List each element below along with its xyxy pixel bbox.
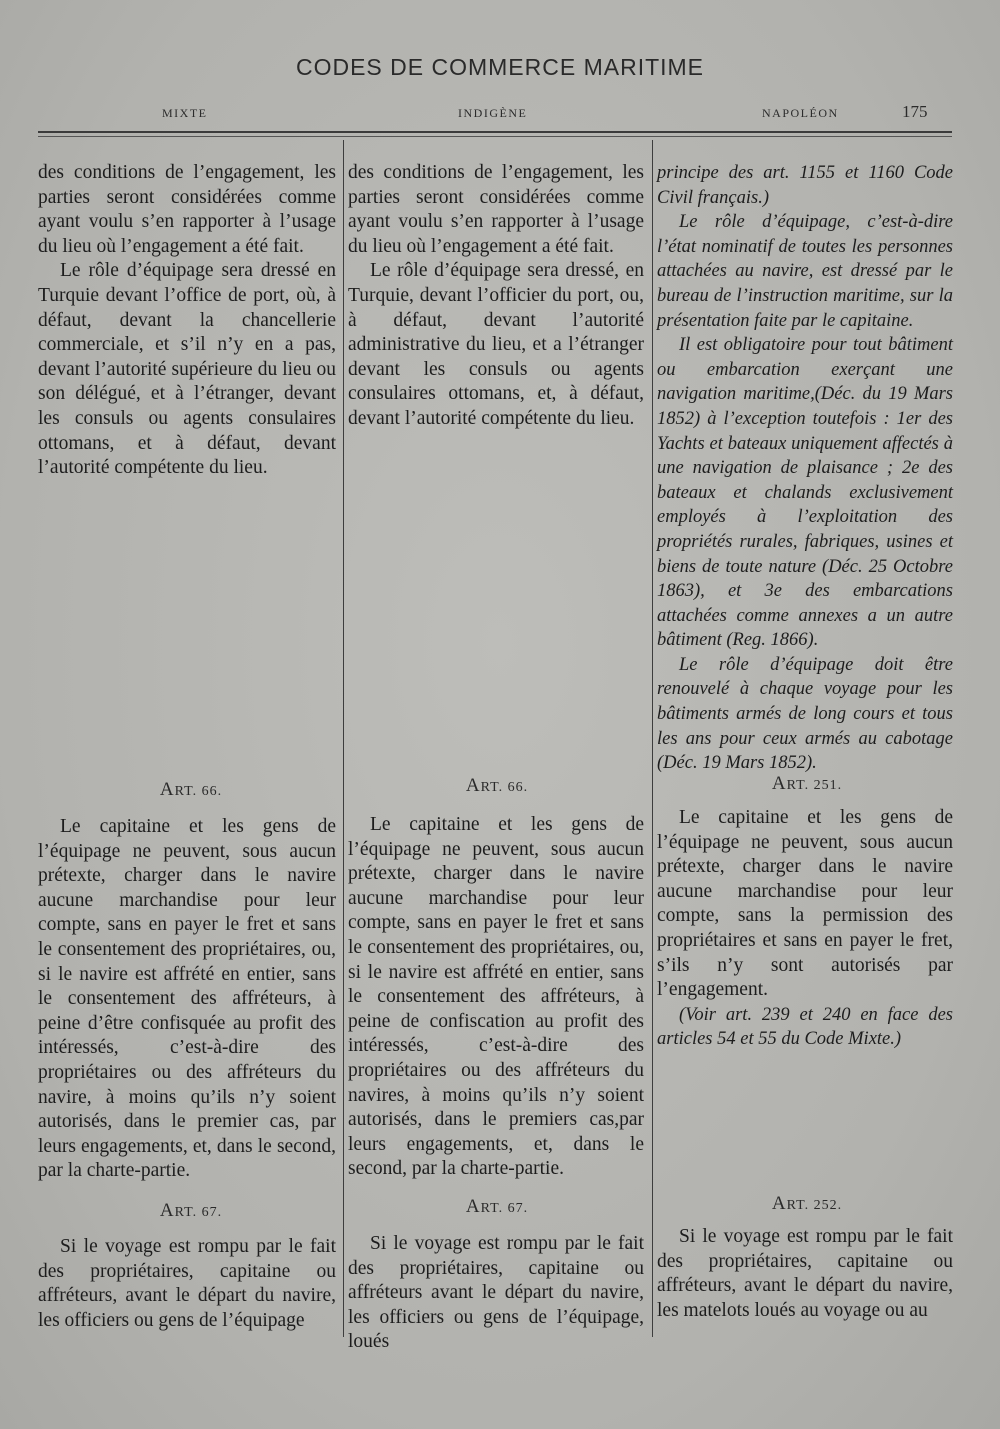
article-heading-initial: A [465, 775, 481, 796]
page-number: 175 [902, 102, 928, 121]
paragraph: Le rôle d’équipage doit être renouvelé à chaque voyage pour les bâtiments armés de long cours et tous les ans pour ceux armés au cabotage (Déc. 19 Mars 1852). [657, 654, 953, 774]
article-67-mixte [38, 1235, 336, 1333]
article-heading-initial: A [771, 1193, 787, 1214]
paragraph: Le rôle d’équipage sera dressé, en Turquie, devant l’officier du port, ou, à défaut, devant l’autorité administrative du lieu, et a l’étranger devant les consuls ou agents consulaires ottomans, et, à défaut, devant l’autorité compétente du lieu. [348, 260, 644, 429]
column-napoleon-intro [657, 161, 953, 776]
paragraph: Le capitaine et les gens de l’équipage ne peuvent, sous aucun prétexte, charger dans le navire aucune marchandise pour leur compte, sans en payer le fret et sans le consentement des propriétaires, ou, si le navire est affrété en entier, sans le consentement des affréteurs, à peine d’être confisquée au profit des intéressés, c’est-à-dire des propriétaires ou des affréteurs du navire, à moins qu’ils n’y soient autorisés, dans le premier cas, par leurs engagements, et, dans le second, par la charte-partie. [38, 816, 336, 1182]
article-heading [352, 1196, 642, 1218]
column-mixte-intro [38, 161, 336, 481]
article-252-napoleon [657, 1225, 953, 1323]
article-heading [662, 773, 952, 795]
paragraph: Le rôle d’équipage sera dressé en Turquie devant l’office de port, où, à défaut, devant la chancellerie commerciale, et s’il n’y en a pas, devant l’autorité supérieure du lieu ou son délégué, et à l’étranger, devant les consuls ou agents consulaires ottomans, et à défaut, devant l’autorité compétente du lieu. [38, 260, 336, 479]
paragraph: Si le voyage est rompu par le fait des propriétaires, capitaine ou affréteurs, avant le départ du navire, les matelots loués au voyage ou au [657, 1226, 953, 1321]
article-heading-rest: RT. 251. [786, 778, 843, 793]
article-251-napoleon [657, 806, 953, 1052]
article-heading [662, 1193, 952, 1215]
paragraph: Si le voyage est rompu par le fait des propriétaires, capitaine ou affréteurs avant le départ du navire, les officiers ou gens de l’équipage, loués [348, 1233, 644, 1353]
article-heading-rest: RT. 66. [174, 784, 223, 799]
column-header-mixte: MIXTE [162, 106, 208, 120]
article-heading-initial: A [771, 773, 787, 794]
paragraph: Le capitaine et les gens de l’équipage ne peuvent, sous aucun prétexte, charger dans le navire aucune marchandise pour leur compte, sans la permission des propriétaires et sans en payer le fret, s’ils n’y sont autorisés par l’engagement. [657, 807, 953, 1001]
paragraph: des conditions de l’engagement, les parties seront considérées comme ayant voulu s’en rapporter à l’usage du lieu où l’engagement a été fait. [38, 162, 336, 257]
article-66-indigene [348, 813, 644, 1182]
article-heading-rest: RT. 67. [480, 1201, 529, 1216]
paragraph: Il est obligatoire pour tout bâtiment ou embarcation exerçant une navigation maritime,(Déc. du 19 Mars 1852) à l’exception toutefois : 1er des Yachts et bateaux uniquement affectés à une navigation de plaisance ; 2e des bateaux et chalands exclusivement employés à l’exploitation des propriétés rurales, fabriques, usines et biens de toute nature (Déc. 25 Octobre 1863), et 3e des embarcations attachées comme annexes a un autre bâtiment (Reg. 1866). [657, 335, 953, 651]
article-heading-rest: RT. 252. [786, 1198, 843, 1213]
article-heading-initial: A [465, 1196, 481, 1217]
header-rule-thin [38, 136, 952, 137]
column-divider-2 [652, 140, 653, 1337]
header-rule [38, 131, 952, 133]
paragraph: Si le voyage est rompu par le fait des propriétaires, capitaine ou affréteurs, avant le départ du navire, les officiers ou gens de l’équipage [38, 1236, 336, 1331]
column-indigene-intro [348, 161, 644, 432]
article-heading [352, 775, 642, 797]
paragraph: principe des art. 1155 et 1160 Code Civil français.) [657, 163, 953, 208]
paragraph: des conditions de l’engagement, les parties seront considérées comme ayant voulu s’en rapporter à l’usage du lieu où l’engagement a été fait. [348, 162, 644, 257]
column-divider-1 [343, 140, 344, 1337]
article-heading [46, 1200, 336, 1222]
article-67-indigene [348, 1232, 644, 1355]
article-heading-initial: A [159, 1200, 175, 1221]
paragraph: (Voir art. 239 et 240 en face des articles 54 et 55 du Code Mixte.) [657, 1004, 953, 1050]
article-heading-rest: RT. 67. [174, 1205, 223, 1220]
article-heading-initial: A [159, 779, 175, 800]
paragraph: Le rôle d’équipage, c’est-à-dire l’état nominatif de toutes les personnes attachées au navire, est dressé par le bureau de l’instruction maritime, sur la présentation faite par le capitaine. [657, 212, 953, 331]
article-heading [46, 779, 336, 801]
article-66-mixte [38, 815, 336, 1184]
column-header-napoleon: NAPOLÉON [762, 106, 839, 120]
page-title: CODES DE COMMERCE MARITIME [295, 54, 705, 80]
paragraph: Le capitaine et les gens de l’équipage ne peuvent, sous aucun prétexte, charger dans le navire aucune marchandise pour leur compte, sans en payer le fret et sans le consentement des propriétaires, ou, si le navire est affrété en entier, sans le consentement des affréteurs, à peine de confiscation au profit des intéressés, c’est-à-dire des propriétaires ou des affréteurs du navires, à moins qu’ils n’y soient autorisés, dans le premiers cas,par leurs engagements, et, dans le second, par la charte-partie. [348, 814, 644, 1180]
column-header-indigene: INDIGÈNE [458, 106, 528, 120]
article-heading-rest: RT. 66. [480, 780, 529, 795]
